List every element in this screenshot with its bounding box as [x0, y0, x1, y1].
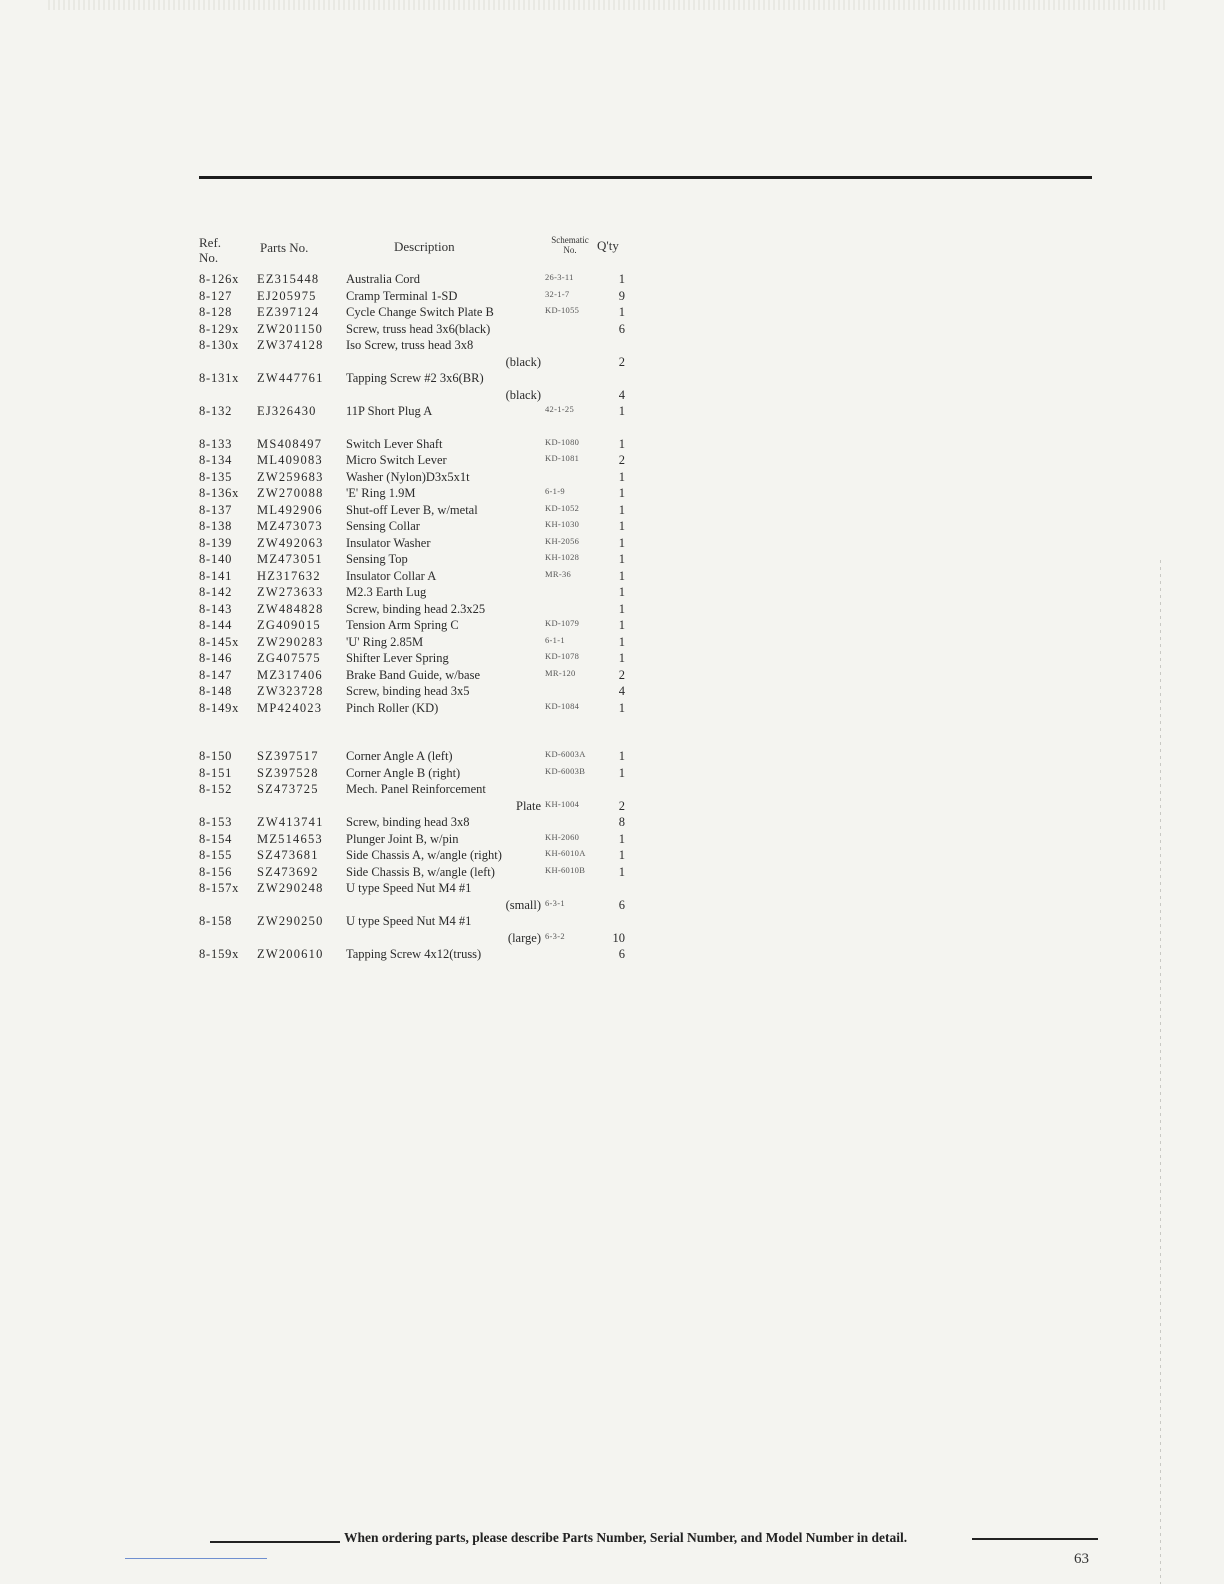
- description: U type Speed Nut M4 #1: [346, 881, 472, 895]
- quantity: 1: [618, 585, 625, 599]
- table-row-continuation: [199, 898, 639, 915]
- parts-no: SZ397517: [257, 749, 319, 763]
- description: Screw, binding head 2.3x25: [346, 601, 486, 616]
- schematic-no: KH-2056: [545, 535, 580, 546]
- ref-no: 8-144: [199, 618, 233, 632]
- table-row: [199, 651, 639, 668]
- quantity: 1: [618, 601, 625, 616]
- parts-no: SZ473692: [257, 864, 319, 879]
- ref-no: 8-127: [199, 288, 233, 303]
- table-row: [199, 404, 639, 421]
- schematic-no: KH-1004: [545, 798, 580, 809]
- parts-no: ZW492063: [257, 535, 324, 550]
- description: U type Speed Nut M4 #1: [346, 914, 472, 928]
- ref-no: 8-154: [199, 831, 233, 846]
- table-row: [199, 832, 639, 849]
- description: Plunger Joint B, w/pin: [346, 831, 459, 846]
- table-row: [199, 749, 639, 766]
- ref-no: 8-148: [199, 684, 233, 698]
- top-rule: [199, 176, 1092, 179]
- quantity: 1: [618, 552, 625, 566]
- quantity: 6: [618, 321, 625, 336]
- description: Switch Lever Shaft: [346, 436, 443, 451]
- table-row: [199, 437, 639, 454]
- description: Tapping Screw 4x12(truss): [346, 947, 482, 961]
- parts-no: ZW374128: [257, 338, 324, 352]
- table-row: [199, 519, 639, 536]
- parts-no: MS408497: [257, 436, 323, 451]
- quantity: 1: [618, 272, 625, 286]
- schematic-no: KD-1084: [545, 700, 580, 711]
- ref-no: 8-151: [199, 765, 233, 780]
- row-spacer: [199, 421, 639, 437]
- quantity: 1: [618, 535, 625, 550]
- parts-no: EJ326430: [257, 404, 317, 418]
- schematic-no: 6-1-1: [545, 634, 565, 645]
- ref-no: 8-155: [199, 848, 233, 862]
- parts-no: ZW413741: [257, 815, 324, 829]
- parts-no: MP424023: [257, 700, 323, 715]
- ref-no: 8-129x: [199, 321, 240, 336]
- ref-no: 8-156: [199, 864, 233, 879]
- ref-no: 8-150: [199, 749, 233, 763]
- parts-no: SZ397528: [257, 765, 319, 780]
- description: Iso Screw, truss head 3x8: [346, 338, 474, 352]
- schematic-no: 26-3-11: [545, 272, 574, 282]
- table-row: [199, 782, 639, 799]
- ref-no: 8-136x: [199, 486, 240, 500]
- table-row: [199, 272, 639, 289]
- quantity: 6: [618, 897, 625, 912]
- table-row: [199, 881, 639, 898]
- parts-no: MZ473051: [257, 552, 323, 566]
- parts-no: EJ205975: [257, 288, 317, 303]
- description: Sensing Collar: [346, 519, 420, 533]
- underline-mark: [125, 1558, 267, 1559]
- parts-no: ZG409015: [257, 618, 321, 632]
- quantity: 1: [618, 765, 625, 780]
- table-row: [199, 453, 639, 470]
- description-continued: (black): [505, 387, 541, 402]
- header-description: Description: [394, 239, 455, 254]
- schematic-no: MR-36: [545, 568, 572, 579]
- description: Insulator Washer: [346, 535, 431, 550]
- table-row: [199, 684, 639, 701]
- parts-no: ZW200610: [257, 947, 324, 961]
- description: Shut-off Lever B, w/metal: [346, 502, 478, 517]
- quantity: 1: [618, 404, 625, 418]
- ref-no: 8-147: [199, 667, 233, 682]
- ref-no: 8-159x: [199, 947, 240, 961]
- table-row: [199, 470, 639, 487]
- parts-no: ZG407575: [257, 651, 321, 665]
- ref-no: 8-135: [199, 469, 233, 484]
- parts-no: EZ315448: [257, 272, 320, 286]
- quantity: 1: [618, 700, 625, 715]
- parts-no: ZW290250: [257, 914, 324, 928]
- footer: [210, 1530, 1098, 1550]
- page-number: 63: [1074, 1551, 1089, 1567]
- description: 'U' Ring 2.85M: [346, 634, 424, 649]
- ref-no: 8-140: [199, 552, 233, 566]
- table-row: [199, 668, 639, 685]
- description: Australia Cord: [346, 272, 420, 286]
- description: Side Chassis A, w/angle (right): [346, 848, 502, 862]
- parts-no: MZ473073: [257, 519, 323, 533]
- page-edge-line: [1160, 560, 1161, 1584]
- description: Pinch Roller (KD): [346, 700, 439, 715]
- parts-no: MZ514653: [257, 831, 323, 846]
- quantity: 1: [618, 305, 625, 319]
- ref-no: 8-142: [199, 585, 233, 599]
- ref-no: 8-134: [199, 453, 233, 467]
- quantity: 1: [618, 848, 625, 862]
- footer-rule-right: [972, 1538, 1098, 1540]
- description-continued: Plate: [516, 798, 541, 813]
- schematic-no: KD-1055: [545, 305, 580, 315]
- header-parts-no: Parts No.: [260, 240, 309, 255]
- description: Washer (Nylon)D3x5x1t: [346, 469, 470, 484]
- description: Screw, binding head 3x8: [346, 815, 470, 829]
- parts-no: MZ317406: [257, 667, 323, 682]
- schematic-no: 6-1-9: [545, 486, 565, 496]
- ref-no: 8-146: [199, 651, 233, 665]
- description: Micro Switch Lever: [346, 453, 447, 467]
- ref-no: 8-153: [199, 815, 233, 829]
- schematic-no: 6-3-2: [545, 930, 565, 941]
- schematic-no: KH-6010A: [545, 848, 586, 858]
- description: Shifter Lever Spring: [346, 651, 449, 665]
- description: Screw, binding head 3x5: [346, 684, 470, 698]
- table-row: [199, 914, 639, 931]
- table-header: [199, 235, 639, 267]
- quantity: 1: [618, 502, 625, 517]
- quantity: 6: [618, 947, 625, 961]
- description: Tapping Screw #2 3x6(BR): [346, 371, 484, 385]
- table-row: [199, 486, 639, 503]
- description: Screw, truss head 3x6(black): [346, 321, 491, 336]
- ref-no: 8-141: [199, 568, 233, 583]
- table-row: [199, 322, 639, 339]
- description: Corner Angle B (right): [346, 765, 461, 780]
- ref-no: 8-130x: [199, 338, 240, 352]
- table-row-continuation: [199, 355, 639, 372]
- ref-no: 8-152: [199, 782, 233, 796]
- ref-no: 8-143: [199, 601, 233, 616]
- table-row: [199, 371, 639, 388]
- table-row: [199, 865, 639, 882]
- table-row: [199, 289, 639, 306]
- quantity: 1: [618, 486, 625, 500]
- schematic-no: KD-1052: [545, 502, 580, 513]
- quantity: 1: [618, 568, 625, 583]
- table-row: [199, 815, 639, 832]
- table-row-continuation: [199, 799, 639, 816]
- header-qty: Q'ty: [597, 238, 619, 253]
- ref-no: 8-137: [199, 502, 233, 517]
- schematic-no: KH-1028: [545, 552, 580, 562]
- table-row: [199, 947, 639, 964]
- parts-no: SZ473725: [257, 782, 319, 796]
- schematic-no: 32-1-7: [545, 288, 570, 299]
- description: Side Chassis B, w/angle (left): [346, 864, 495, 879]
- quantity: 8: [618, 815, 625, 829]
- parts-no: EZ397124: [257, 305, 320, 319]
- description: Cramp Terminal 1-SD: [346, 288, 458, 303]
- table-row: [199, 618, 639, 635]
- description: 'E' Ring 1.9M: [346, 486, 416, 500]
- schematic-no: KD-1080: [545, 436, 580, 447]
- description: Cycle Change Switch Plate B: [346, 305, 494, 319]
- table-row: [199, 569, 639, 586]
- parts-no: ZW484828: [257, 601, 324, 616]
- schematic-no: MR-120: [545, 667, 576, 678]
- footer-rule-left: [210, 1541, 340, 1543]
- ref-no: 8-138: [199, 519, 233, 533]
- description-continued: (black): [505, 354, 541, 369]
- table-row: [199, 503, 639, 520]
- quantity: 1: [618, 618, 625, 632]
- quantity: 1: [618, 436, 625, 451]
- row-spacer: [199, 717, 639, 749]
- ref-no: 8-158: [199, 914, 233, 928]
- header-schematic-no: Schematic No.: [551, 235, 589, 255]
- quantity: 1: [618, 651, 625, 665]
- description: 11P Short Plug A: [346, 404, 433, 418]
- description: Insulator Collar A: [346, 568, 437, 583]
- parts-no: ZW270088: [257, 486, 324, 500]
- description: Sensing Top: [346, 552, 408, 566]
- ref-no: 8-139: [199, 535, 233, 550]
- table-row: [199, 536, 639, 553]
- table-row: [199, 635, 639, 652]
- quantity: 2: [618, 667, 625, 682]
- ref-no: 8-145x: [199, 634, 240, 649]
- description: Corner Angle A (left): [346, 749, 453, 763]
- parts-no: ZW290283: [257, 634, 324, 649]
- quantity: 1: [618, 831, 625, 846]
- schematic-no: KD-1078: [545, 651, 580, 661]
- parts-no: HZ317632: [257, 568, 321, 583]
- table-row: [199, 585, 639, 602]
- table-row: [199, 848, 639, 865]
- ref-no: 8-133: [199, 436, 233, 451]
- parts-no: ML409083: [257, 453, 323, 467]
- schematic-no: 6-3-1: [545, 897, 565, 908]
- ref-no: 8-157x: [199, 881, 240, 895]
- description: M2.3 Earth Lug: [346, 585, 427, 599]
- quantity: 1: [618, 634, 625, 649]
- ordering-note: When ordering parts, please describe Parts Number, Serial Number, and Model Number in detail.: [344, 1530, 908, 1545]
- quantity: 1: [618, 519, 625, 533]
- quantity: 2: [618, 798, 625, 813]
- table-row: [199, 552, 639, 569]
- ref-no: 8-131x: [199, 371, 240, 385]
- schematic-no: KD-1081: [545, 453, 580, 463]
- schematic-no: KD-6003B: [545, 765, 586, 776]
- quantity: 1: [618, 864, 625, 879]
- schematic-no: KH-6010B: [545, 864, 586, 875]
- quantity: 4: [618, 684, 625, 698]
- quantity: 2: [618, 354, 625, 369]
- description: Brake Band Guide, w/base: [346, 667, 480, 682]
- table-row: [199, 602, 639, 619]
- parts-list: [199, 272, 639, 964]
- description: Tension Arm Spring C: [346, 618, 459, 632]
- parts-no: ML492906: [257, 502, 323, 517]
- ref-no: 8-132: [199, 404, 233, 418]
- ref-no: 8-149x: [199, 700, 240, 715]
- header-ref-no: Ref. No.: [199, 235, 222, 265]
- ref-no: 8-128: [199, 305, 233, 319]
- parts-no: ZW323728: [257, 684, 324, 698]
- schematic-no: KH-1030: [545, 519, 580, 529]
- table-row: [199, 305, 639, 322]
- quantity: 10: [612, 930, 625, 945]
- quantity: 2: [618, 453, 625, 467]
- quantity: 4: [618, 387, 625, 402]
- parts-no: ZW259683: [257, 469, 324, 484]
- schematic-no: KH-2060: [545, 831, 580, 842]
- description: Mech. Panel Reinforcement: [346, 782, 486, 796]
- schematic-no: KD-1079: [545, 618, 580, 628]
- quantity: 1: [618, 749, 625, 763]
- table-row: [199, 766, 639, 783]
- parts-no: SZ473681: [257, 848, 319, 862]
- parts-no: ZW201150: [257, 321, 324, 336]
- quantity: 1: [618, 469, 625, 484]
- table-row: [199, 701, 639, 718]
- description-continued: (large): [507, 930, 541, 945]
- schematic-no: 42-1-25: [545, 404, 575, 414]
- parts-no: ZW273633: [257, 585, 324, 599]
- parts-no: ZW447761: [257, 371, 324, 385]
- table-row: [199, 338, 639, 355]
- scan-noise-band: [48, 0, 1168, 10]
- table-row-continuation: [199, 931, 639, 948]
- quantity: 9: [618, 288, 625, 303]
- description-continued: (small): [505, 897, 541, 912]
- parts-no: ZW290248: [257, 881, 324, 895]
- table-row-continuation: [199, 388, 639, 405]
- schematic-no: KD-6003A: [545, 749, 586, 759]
- ref-no: 8-126x: [199, 272, 240, 286]
